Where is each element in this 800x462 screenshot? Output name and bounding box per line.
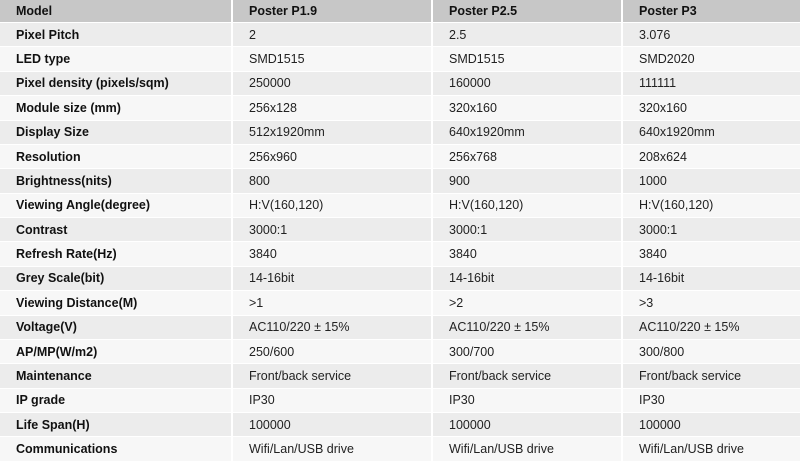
table-cell: 640x1920mm	[432, 120, 622, 144]
table-cell: 3000:1	[232, 218, 432, 242]
row-label: Resolution	[0, 144, 232, 168]
row-label: Pixel Pitch	[0, 23, 232, 47]
table-row	[0, 364, 800, 388]
row-label: Viewing Distance(M)	[0, 291, 232, 315]
table-row	[0, 47, 800, 71]
table-cell: 300/800	[622, 339, 800, 363]
header-cell-model: Model	[0, 0, 232, 23]
table-row	[0, 169, 800, 193]
table-row	[0, 315, 800, 339]
table-cell: 320x160	[432, 96, 622, 120]
table-row	[0, 413, 800, 437]
table-row	[0, 291, 800, 315]
table-cell: >2	[432, 291, 622, 315]
table-cell: 2.5	[432, 23, 622, 47]
table-row	[0, 266, 800, 290]
table-cell: 256x128	[232, 96, 432, 120]
row-label: Brightness(nits)	[0, 169, 232, 193]
table-cell: Front/back service	[622, 364, 800, 388]
table-cell: 2	[232, 23, 432, 47]
row-label: Life Span(H)	[0, 413, 232, 437]
table-row	[0, 218, 800, 242]
table-cell: H:V(160,120)	[622, 193, 800, 217]
table-cell: 14-16bit	[232, 266, 432, 290]
table-cell: SMD1515	[432, 47, 622, 71]
spec-table-body	[0, 23, 800, 462]
table-cell: H:V(160,120)	[232, 193, 432, 217]
table-cell: 100000	[622, 413, 800, 437]
table-row	[0, 242, 800, 266]
table-cell: >3	[622, 291, 800, 315]
table-cell: 512x1920mm	[232, 120, 432, 144]
table-cell: Wifi/Lan/USB drive	[432, 437, 622, 462]
table-cell: 3.076	[622, 23, 800, 47]
row-label: Viewing Angle(degree)	[0, 193, 232, 217]
table-cell: 160000	[432, 71, 622, 95]
header-cell-poster-p3: Poster P3	[622, 0, 800, 23]
table-row	[0, 437, 800, 462]
table-row	[0, 193, 800, 217]
row-label: Module size (mm)	[0, 96, 232, 120]
table-cell: Wifi/Lan/USB drive	[232, 437, 432, 462]
table-cell: 800	[232, 169, 432, 193]
table-cell: 3840	[432, 242, 622, 266]
table-cell: 320x160	[622, 96, 800, 120]
row-label: Refresh Rate(Hz)	[0, 242, 232, 266]
row-label: Voltage(V)	[0, 315, 232, 339]
table-cell: 256x960	[232, 144, 432, 168]
header-cell-poster-p1-9: Poster P1.9	[232, 0, 432, 23]
row-label: Display Size	[0, 120, 232, 144]
table-cell: 14-16bit	[622, 266, 800, 290]
table-cell: 250000	[232, 71, 432, 95]
row-label: Communications	[0, 437, 232, 462]
table-cell: 111111	[622, 71, 800, 95]
table-row	[0, 144, 800, 168]
table-cell: 14-16bit	[432, 266, 622, 290]
table-cell: 300/700	[432, 339, 622, 363]
row-label: Grey Scale(bit)	[0, 266, 232, 290]
row-label: AP/MP(W/m2)	[0, 339, 232, 363]
table-cell: SMD1515	[232, 47, 432, 71]
table-cell: 3840	[622, 242, 800, 266]
table-cell: IP30	[432, 388, 622, 412]
table-cell: 900	[432, 169, 622, 193]
table-cell: >1	[232, 291, 432, 315]
table-cell: Front/back service	[232, 364, 432, 388]
table-cell: H:V(160,120)	[432, 193, 622, 217]
table-row	[0, 71, 800, 95]
table-row	[0, 339, 800, 363]
table-cell: 100000	[432, 413, 622, 437]
table-cell: SMD2020	[622, 47, 800, 71]
header-cell-poster-p2-5: Poster P2.5	[432, 0, 622, 23]
table-cell: AC110/220 ± 15%	[232, 315, 432, 339]
table-cell: 3000:1	[622, 218, 800, 242]
row-label: Pixel density (pixels/sqm)	[0, 71, 232, 95]
row-label: IP grade	[0, 388, 232, 412]
table-cell: 640x1920mm	[622, 120, 800, 144]
table-row	[0, 23, 800, 47]
table-cell: 3000:1	[432, 218, 622, 242]
header-row	[0, 0, 800, 23]
table-row	[0, 120, 800, 144]
row-label: LED type	[0, 47, 232, 71]
table-cell: 100000	[232, 413, 432, 437]
table-cell: Wifi/Lan/USB drive	[622, 437, 800, 462]
table-cell: IP30	[232, 388, 432, 412]
row-label: Maintenance	[0, 364, 232, 388]
table-cell: 3840	[232, 242, 432, 266]
table-cell: IP30	[622, 388, 800, 412]
table-row	[0, 96, 800, 120]
table-cell: AC110/220 ± 15%	[622, 315, 800, 339]
row-label: Contrast	[0, 218, 232, 242]
table-cell: 250/600	[232, 339, 432, 363]
table-cell: 1000	[622, 169, 800, 193]
table-cell: Front/back service	[432, 364, 622, 388]
table-cell: AC110/220 ± 15%	[432, 315, 622, 339]
table-cell: 256x768	[432, 144, 622, 168]
table-row	[0, 388, 800, 412]
table-cell: 208x624	[622, 144, 800, 168]
